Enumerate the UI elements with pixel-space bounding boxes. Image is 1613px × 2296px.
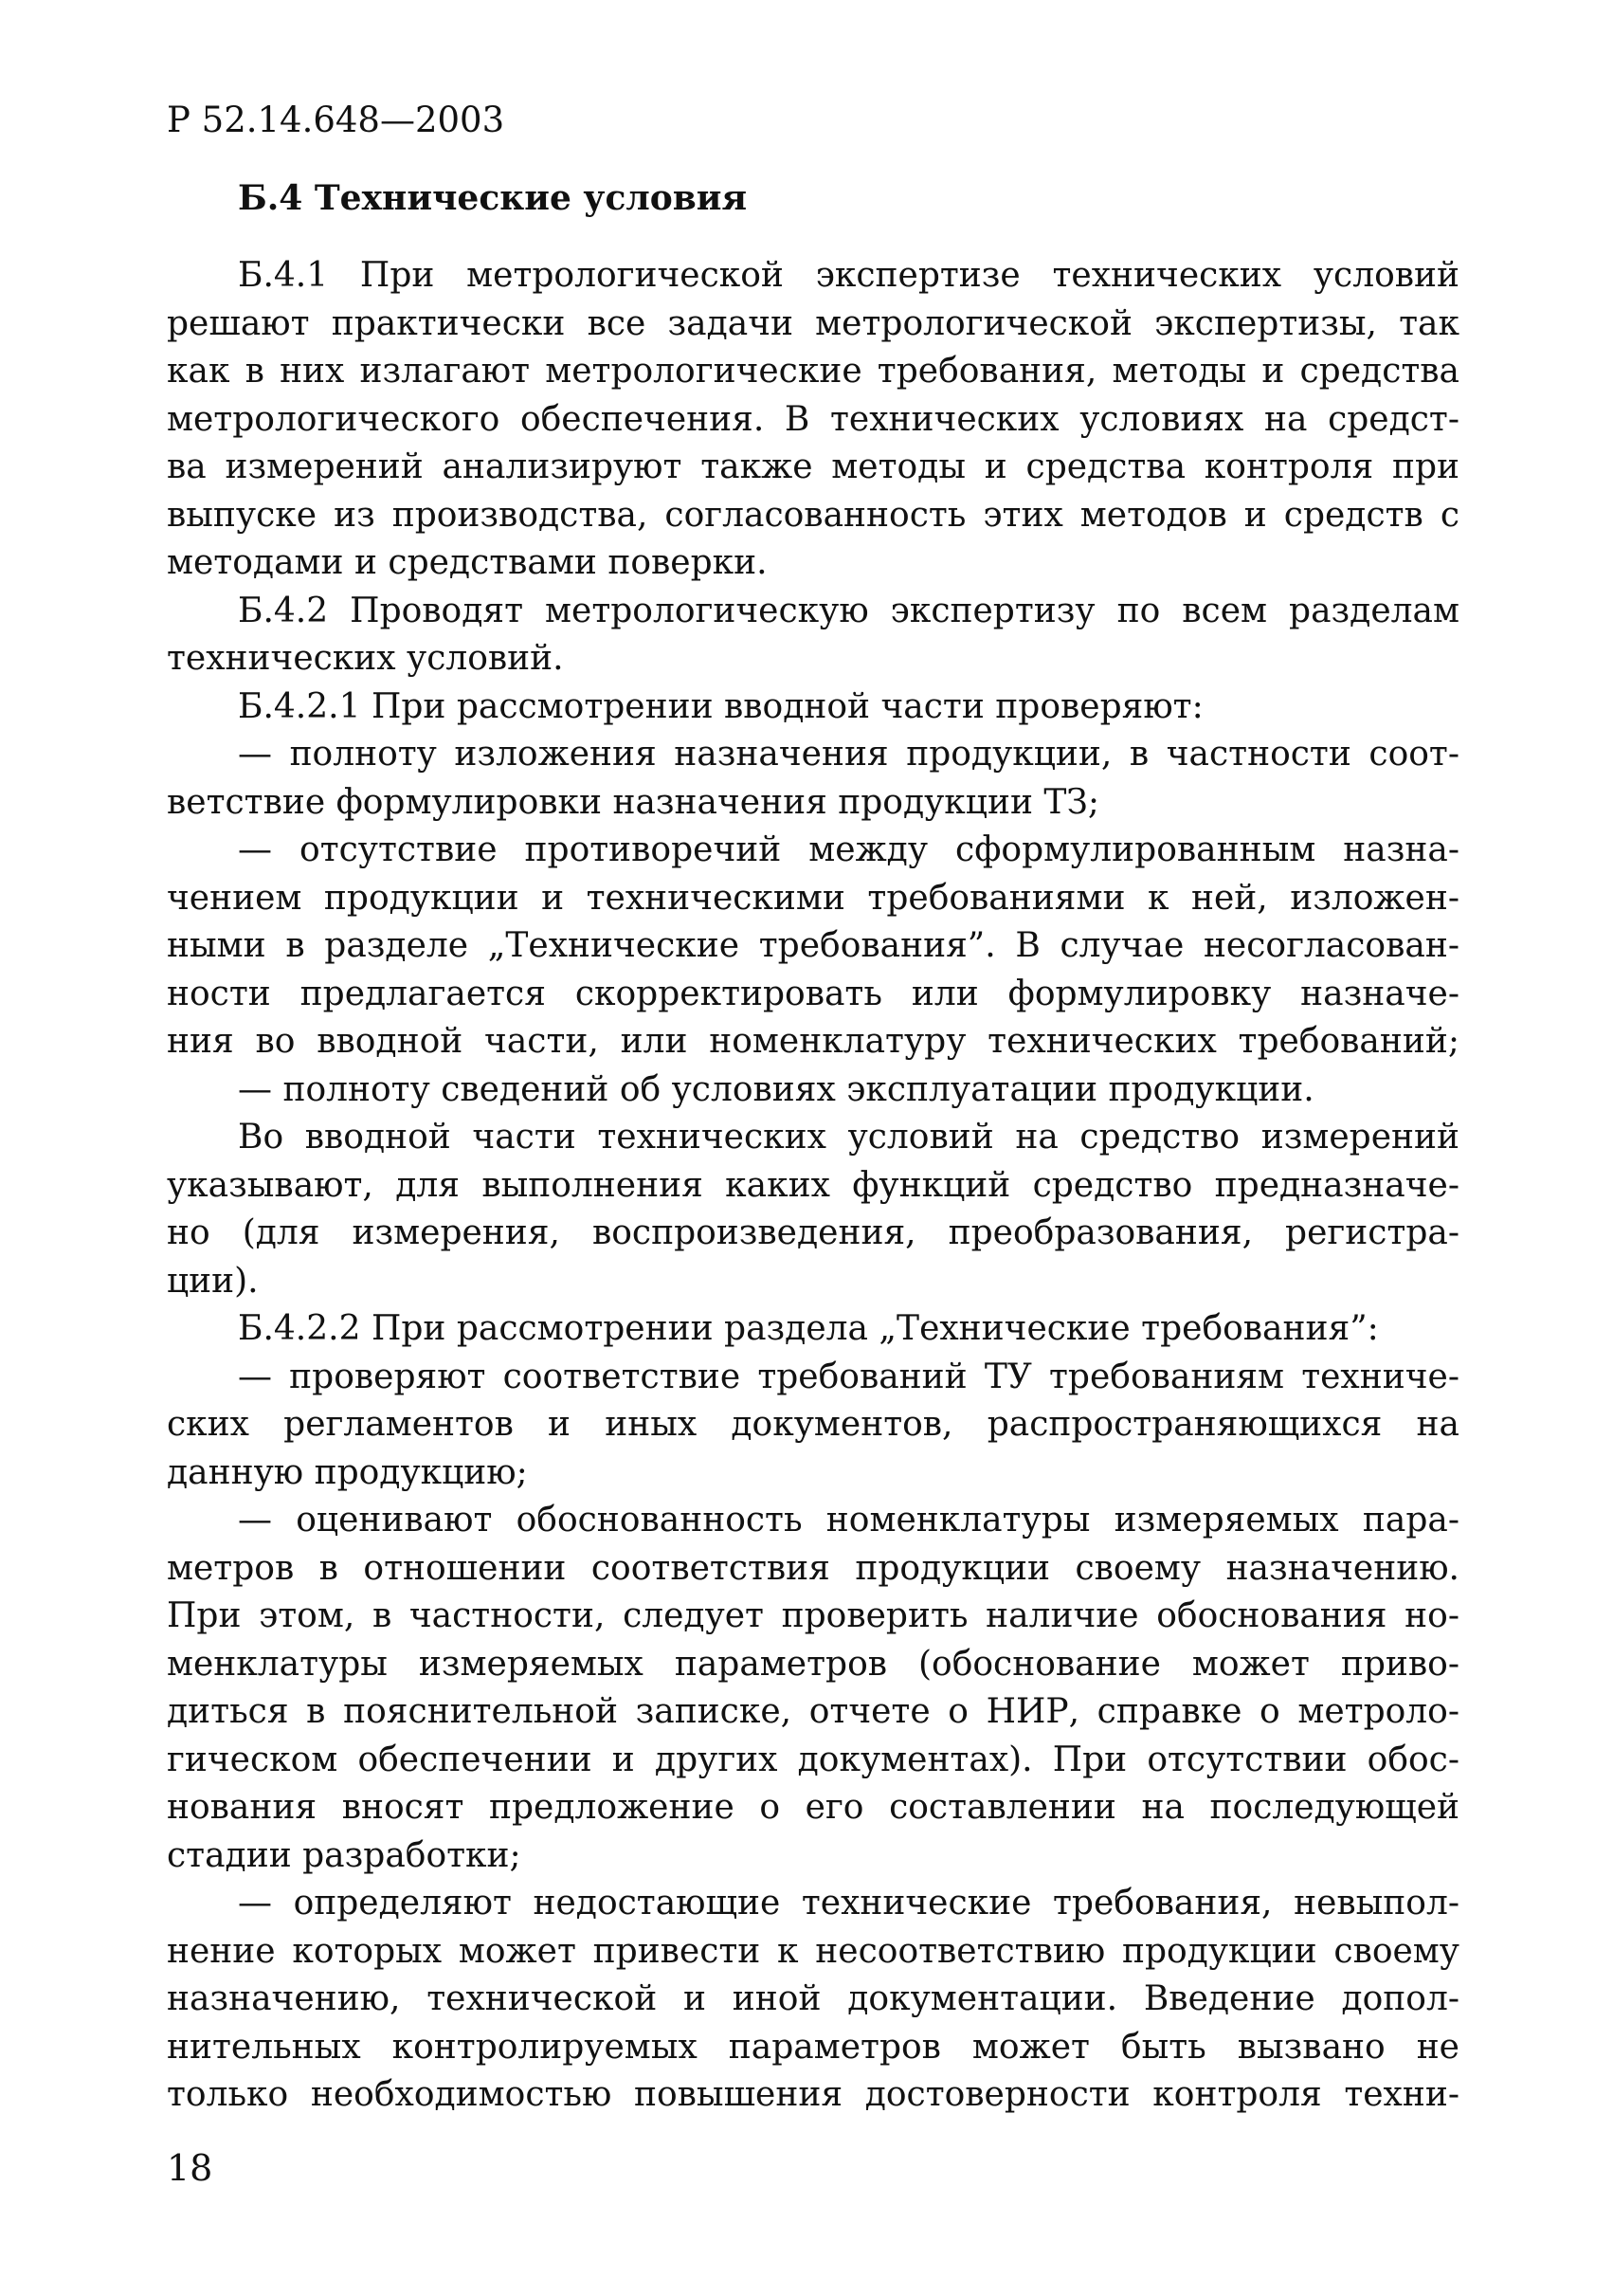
text-line: назначению, технической и иной документации. Введение допол- <box>167 1979 1459 2018</box>
section-title: Б.4 Технические условия <box>238 178 748 218</box>
text-line: При этом, в частности, следует проверить наличие обоснования но- <box>167 1596 1459 1635</box>
document-code: Р 52.14.648—2003 <box>167 100 505 140</box>
text-line: — полноту изложения назначения продукции, в частности соот- <box>238 735 1459 774</box>
text-line: — оценивают обоснованность номенклатуры измеряемых пара- <box>238 1501 1459 1540</box>
text-line: ских регламентов и иных документов, распространяющихся на <box>167 1405 1459 1444</box>
text-line: Б.4.2 Проводят метрологическую экспертизу по всем разделам <box>238 591 1459 630</box>
text-line: нования вносят предложение о его составлении на последующей <box>167 1788 1459 1827</box>
text-line: ния во вводной части, или номенклатуру технических требований; <box>167 1022 1459 1061</box>
page-number: 18 <box>167 2147 213 2189</box>
text-line: нительных контролируемых параметров может быть вызвано не <box>167 2027 1459 2067</box>
text-line: стадии разработки; <box>167 1835 521 1875</box>
text-line: указывают, для выполнения каких функций средство предназначе- <box>167 1165 1459 1205</box>
text-line: решают практически все задачи метрологической экспертизы, так <box>167 303 1459 343</box>
text-line: данную продукцию; <box>167 1452 528 1492</box>
text-line: как в них излагают метрологические требования, методы и средства <box>167 352 1459 391</box>
text-line: выпуске из производства, согласованность этих методов и средств с <box>167 495 1459 535</box>
text-line: метрологического обеспечения. В технических условиях на средст- <box>167 399 1459 439</box>
text-line: ными в разделе „Технические требования”. В случае несогласован- <box>167 926 1459 965</box>
text-line: ности предлагается скорректировать или формулировку назначе- <box>167 974 1459 1013</box>
text-line: технических условий. <box>167 639 564 678</box>
text-line: диться в пояснительной записке, отчете о НИР, справке о метроло- <box>167 1692 1459 1731</box>
text-line: чением продукции и техническими требованиями к ней, изложен- <box>167 878 1459 918</box>
text-line: ва измерений анализируют также методы и средства контроля при <box>167 447 1459 486</box>
text-line: Б.4.1 При метрологической экспертизе технических условий <box>238 256 1459 295</box>
text-line: ветствие формулировки назначения продукции ТЗ; <box>167 782 1099 822</box>
text-line: Во вводной части технических условий на средство измерений <box>238 1118 1459 1157</box>
text-line: методами и средствами поверки. <box>167 543 768 582</box>
text-line: — проверяют соответствие требований ТУ требованиям техниче- <box>238 1357 1459 1396</box>
text-line: Б.4.2.2 При рассмотрении раздела „Технические требования”: <box>238 1309 1379 1348</box>
text-line: но (для измерения, воспроизведения, преобразования, регистра- <box>167 1213 1459 1252</box>
text-line: гическом обеспечении и других документах). При отсутствии обос- <box>167 1740 1459 1779</box>
text-line: менклатуры измеряемых параметров (обоснование может приво- <box>167 1644 1459 1684</box>
body-text <box>167 252 1459 2120</box>
text-line: — определяют недостающие технические требования, невыпол- <box>238 1884 1459 1922</box>
text-line: Б.4.2.1 При рассмотрении вводной части проверяют: <box>238 686 1204 726</box>
text-line: — отсутствие противоречий между сформулированным назна- <box>238 830 1459 869</box>
text-line: — полноту сведений об условиях эксплуатации продукции. <box>238 1069 1314 1109</box>
text-line: нение которых может привести к несоответствию продукции своему <box>167 1931 1459 1971</box>
text-line: только необходимостью повышения достоверности контроля техни- <box>167 2075 1459 2114</box>
text-line: ции). <box>167 1261 259 1301</box>
text-line: метров в отношении соответствия продукции своему назначению. <box>167 1548 1459 1588</box>
